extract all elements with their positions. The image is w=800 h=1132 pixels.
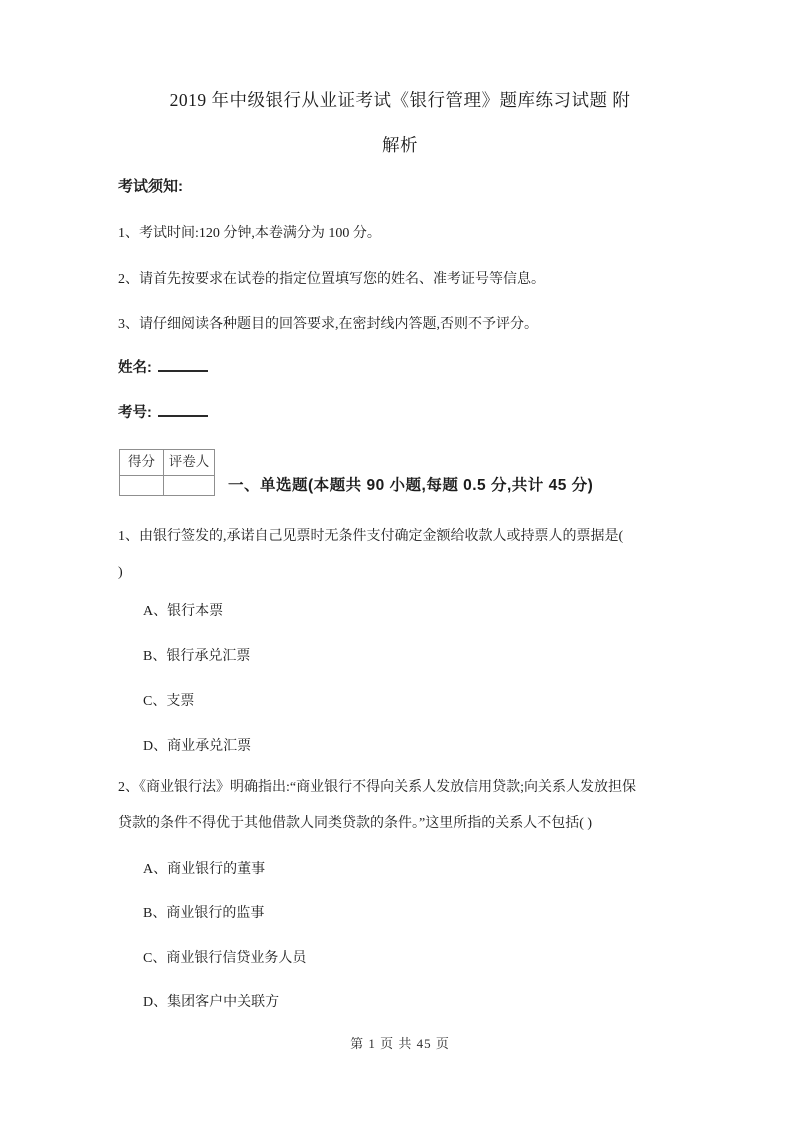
notice-heading: 考试须知: bbox=[118, 178, 183, 195]
question-text: 2、《商业银行法》明确指出:“商业银行不得向关系人发放信用贷款;向关系人发放担保 bbox=[118, 780, 636, 795]
exam-no-fill-line bbox=[158, 403, 208, 417]
name-label: 姓名: bbox=[118, 360, 152, 376]
question-option: A、银行本票 bbox=[143, 604, 224, 619]
exam-no-field-row bbox=[118, 403, 208, 423]
question-option: B、银行承兑汇票 bbox=[143, 649, 251, 664]
score-table-header-score: 得分 bbox=[120, 450, 164, 476]
score-table-cell-score bbox=[120, 476, 164, 496]
page-title-line1: 2019 年中级银行从业证考试《银行管理》题库练习试题 附 bbox=[169, 90, 631, 110]
notice-item: 1、考试时间:120 分钟,本卷满分为 100 分。 bbox=[118, 226, 381, 241]
question-text: 1、由银行签发的,承诺自己见票时无条件支付确定金额给收款人或持票人的票据是( bbox=[118, 529, 624, 544]
exam-no-label: 考号: bbox=[118, 405, 152, 421]
name-fill-line bbox=[158, 358, 208, 372]
page-title-line2: 解析 bbox=[382, 135, 418, 155]
question-option: D、集团客户中关联方 bbox=[143, 995, 280, 1010]
section-heading: 一、单选题(本题共 90 小题,每题 0.5 分,共计 45 分) bbox=[228, 477, 594, 494]
notice-item: 3、请仔细阅读各种题目的回答要求,在密封线内答题,否则不予评分。 bbox=[118, 317, 538, 332]
notice-item: 2、请首先按要求在试卷的指定位置填写您的姓名、准考证号等信息。 bbox=[118, 272, 545, 287]
question-option: D、商业承兑汇票 bbox=[143, 739, 252, 754]
question-option: C、商业银行信贷业务人员 bbox=[143, 951, 307, 966]
score-table-cell-grader bbox=[164, 476, 215, 496]
question-text-continuation: 贷款的条件不得优于其他借款人同类贷款的条件。”这里所指的关系人不包括( ) bbox=[118, 816, 593, 831]
score-table-header-grader: 评卷人 bbox=[164, 450, 215, 476]
question-text-continuation: ) bbox=[118, 565, 123, 580]
question-option: A、商业银行的董事 bbox=[143, 862, 266, 877]
name-field-row bbox=[118, 358, 208, 378]
question-option: B、商业银行的监事 bbox=[143, 906, 265, 921]
score-table bbox=[119, 449, 215, 496]
footer-page-indicator: 第 1 页 共 45 页 bbox=[350, 1036, 450, 1051]
question-option: C、支票 bbox=[143, 694, 195, 709]
